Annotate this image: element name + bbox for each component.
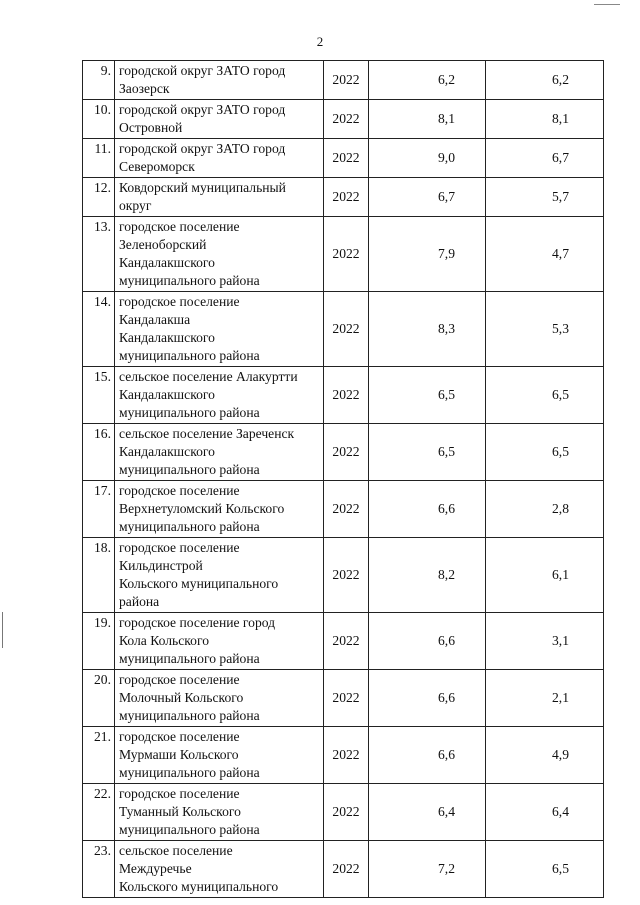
municipality-name-line: сельское поселение Зареченск (119, 426, 295, 441)
row-number: 11. (83, 139, 115, 178)
value-cell-1 (369, 424, 486, 481)
row-number: 12. (83, 178, 115, 217)
scan-corner-mark (594, 0, 620, 5)
value-cell-1 (369, 841, 486, 898)
value-2: 6,2 (552, 72, 569, 87)
municipality-name-line: муниципального района (119, 822, 260, 837)
municipality-name (115, 424, 324, 481)
year-cell: 2022 (324, 613, 369, 670)
municipality-name (115, 727, 324, 784)
table-row (83, 178, 604, 217)
row-number: 18. (83, 538, 115, 613)
municipality-name-line: городское поселение (119, 483, 240, 498)
municipality-name (115, 367, 324, 424)
municipality-name-line: муниципального района (119, 765, 260, 780)
value-cell-2 (486, 613, 604, 670)
municipality-name-line: городское поселение (119, 540, 240, 555)
municipality-name-line: городской округ ЗАТО город (119, 141, 286, 156)
value-1: 6,6 (438, 690, 455, 705)
value-1: 6,7 (438, 189, 455, 204)
municipality-name (115, 481, 324, 538)
municipality-name-line: Ковдорский муниципальный (119, 180, 286, 195)
value-cell-2 (486, 784, 604, 841)
value-1: 6,6 (438, 747, 455, 762)
municipality-name-line: Кильдинстрой (119, 558, 203, 573)
table-body (83, 61, 604, 898)
value-cell-2 (486, 217, 604, 292)
value-cell-2 (486, 538, 604, 613)
municipality-name (115, 841, 324, 898)
value-cell-1 (369, 100, 486, 139)
row-number: 15. (83, 367, 115, 424)
municipality-name-line: муниципального района (119, 462, 260, 477)
municipality-name-line: городской округ ЗАТО город (119, 63, 286, 78)
municipality-name-line: сельское поселение (119, 843, 233, 858)
municipality-name-line: муниципального района (119, 405, 260, 420)
year-cell: 2022 (324, 841, 369, 898)
municipality-name-line: Молочный Кольского (119, 690, 244, 705)
municipality-name-line: Североморск (119, 159, 195, 174)
value-cell-1 (369, 217, 486, 292)
value-2: 2,1 (552, 690, 569, 705)
row-number: 22. (83, 784, 115, 841)
value-1: 6,5 (438, 387, 455, 402)
municipality-name-line: Туманный Кольского (119, 804, 241, 819)
municipality-name (115, 139, 324, 178)
value-cell-2 (486, 424, 604, 481)
municipality-name-line: муниципального района (119, 519, 260, 534)
value-1: 6,4 (438, 804, 455, 819)
year-cell: 2022 (324, 727, 369, 784)
table-row (83, 670, 604, 727)
value-cell-1 (369, 538, 486, 613)
year-cell: 2022 (324, 670, 369, 727)
value-cell-2 (486, 178, 604, 217)
table-row (83, 784, 604, 841)
year-cell: 2022 (324, 100, 369, 139)
municipality-name-line: сельское поселение Алакуртти (119, 369, 298, 384)
value-cell-2 (486, 139, 604, 178)
year-cell: 2022 (324, 139, 369, 178)
value-cell-1 (369, 61, 486, 100)
value-cell-1 (369, 481, 486, 538)
value-cell-1 (369, 367, 486, 424)
municipality-name-line: Кандалакшского (119, 255, 215, 270)
municipality-name (115, 670, 324, 727)
year-cell: 2022 (324, 784, 369, 841)
value-cell-1 (369, 139, 486, 178)
year-cell: 2022 (324, 217, 369, 292)
value-2: 6,5 (552, 387, 569, 402)
municipality-name-line: городское поселение (119, 729, 240, 744)
municipality-name-line: Верхнетуломский Кольского (119, 501, 285, 516)
value-1: 9,0 (438, 150, 455, 165)
table-row (83, 727, 604, 784)
value-1: 6,5 (438, 444, 455, 459)
table-row (83, 139, 604, 178)
year-cell: 2022 (324, 367, 369, 424)
municipality-name (115, 784, 324, 841)
table-row (83, 100, 604, 139)
municipality-name-line: Кандалакшского (119, 387, 215, 402)
value-1: 6,6 (438, 501, 455, 516)
municipality-name-line: муниципального района (119, 348, 260, 363)
row-number: 20. (83, 670, 115, 727)
value-1: 8,1 (438, 111, 455, 126)
value-cell-1 (369, 784, 486, 841)
year-cell: 2022 (324, 538, 369, 613)
value-cell-1 (369, 292, 486, 367)
municipality-name-line: Кольского муниципального (119, 879, 279, 894)
table-row (83, 424, 604, 481)
table-row (83, 217, 604, 292)
municipality-name-line: муниципального района (119, 273, 260, 288)
municipality-name (115, 292, 324, 367)
value-cell-2 (486, 61, 604, 100)
value-cell-2 (486, 841, 604, 898)
value-1: 8,2 (438, 567, 455, 582)
municipality-name-line: Кандалакшского (119, 330, 215, 345)
year-cell: 2022 (324, 424, 369, 481)
row-number: 19. (83, 613, 115, 670)
year-cell: 2022 (324, 61, 369, 100)
value-cell-2 (486, 670, 604, 727)
value-1: 7,9 (438, 246, 455, 261)
municipality-name-line: Кольского муниципального (119, 576, 279, 591)
table-row (83, 61, 604, 100)
row-number: 16. (83, 424, 115, 481)
value-cell-1 (369, 670, 486, 727)
value-2: 4,9 (552, 747, 569, 762)
municipality-name-line: района (119, 594, 160, 609)
value-2: 6,5 (552, 861, 569, 876)
municipality-name-line: городское поселение (119, 672, 240, 687)
municipality-name-line: Мурмаши Кольского (119, 747, 239, 762)
value-cell-2 (486, 367, 604, 424)
value-2: 5,7 (552, 189, 569, 204)
row-number: 21. (83, 727, 115, 784)
table-row (83, 841, 604, 898)
municipality-name (115, 61, 324, 100)
municipality-name-line: округ (119, 198, 152, 213)
year-cell: 2022 (324, 178, 369, 217)
table-row (83, 613, 604, 670)
municipality-name-line: Междуречье (119, 861, 192, 876)
value-1: 8,3 (438, 321, 455, 336)
municipal-data-table (82, 60, 604, 898)
municipality-name-line: городское поселение (119, 294, 240, 309)
value-2: 5,3 (552, 321, 569, 336)
scan-edge-mark (2, 612, 3, 648)
value-2: 6,5 (552, 444, 569, 459)
value-cell-2 (486, 292, 604, 367)
value-2: 6,7 (552, 150, 569, 165)
municipality-name-line: муниципального района (119, 651, 260, 666)
row-number: 10. (83, 100, 115, 139)
row-number: 9. (83, 61, 115, 100)
year-cell: 2022 (324, 481, 369, 538)
municipality-name-line: городское поселение (119, 219, 240, 234)
table-row (83, 538, 604, 613)
municipality-name-line: городское поселение (119, 786, 240, 801)
value-2: 6,4 (552, 804, 569, 819)
page-number: 2 (316, 34, 324, 49)
municipality-name (115, 217, 324, 292)
value-cell-1 (369, 178, 486, 217)
municipality-name-line: Кандалакша (119, 312, 191, 327)
municipality-name-line: Кандалакшского (119, 444, 215, 459)
municipality-name-line: муниципального района (119, 708, 260, 723)
municipality-name-line: Кола Кольского (119, 633, 209, 648)
value-2: 2,8 (552, 501, 569, 516)
municipality-name (115, 178, 324, 217)
value-cell-2 (486, 481, 604, 538)
municipality-name-line: городское поселение город (119, 615, 276, 630)
municipality-name-line: Заозерск (119, 81, 170, 96)
table-row (83, 292, 604, 367)
value-2: 6,1 (552, 567, 569, 582)
year-cell: 2022 (324, 292, 369, 367)
row-number: 17. (83, 481, 115, 538)
value-cell-1 (369, 613, 486, 670)
value-cell-2 (486, 727, 604, 784)
row-number: 23. (83, 841, 115, 898)
municipality-name-line: городской округ ЗАТО город (119, 102, 286, 117)
table-row (83, 367, 604, 424)
municipality-name-line: Островной (119, 120, 183, 135)
value-2: 3,1 (552, 633, 569, 648)
municipality-name-line: Зеленоборский (119, 237, 207, 252)
value-cell-1 (369, 727, 486, 784)
municipality-name (115, 538, 324, 613)
row-number: 14. (83, 292, 115, 367)
municipality-name (115, 100, 324, 139)
value-2: 8,1 (552, 111, 569, 126)
value-1: 7,2 (438, 861, 455, 876)
table-row (83, 481, 604, 538)
value-1: 6,6 (438, 633, 455, 648)
value-1: 6,2 (438, 72, 455, 87)
value-cell-2 (486, 100, 604, 139)
municipality-name (115, 613, 324, 670)
value-2: 4,7 (552, 246, 569, 261)
row-number: 13. (83, 217, 115, 292)
